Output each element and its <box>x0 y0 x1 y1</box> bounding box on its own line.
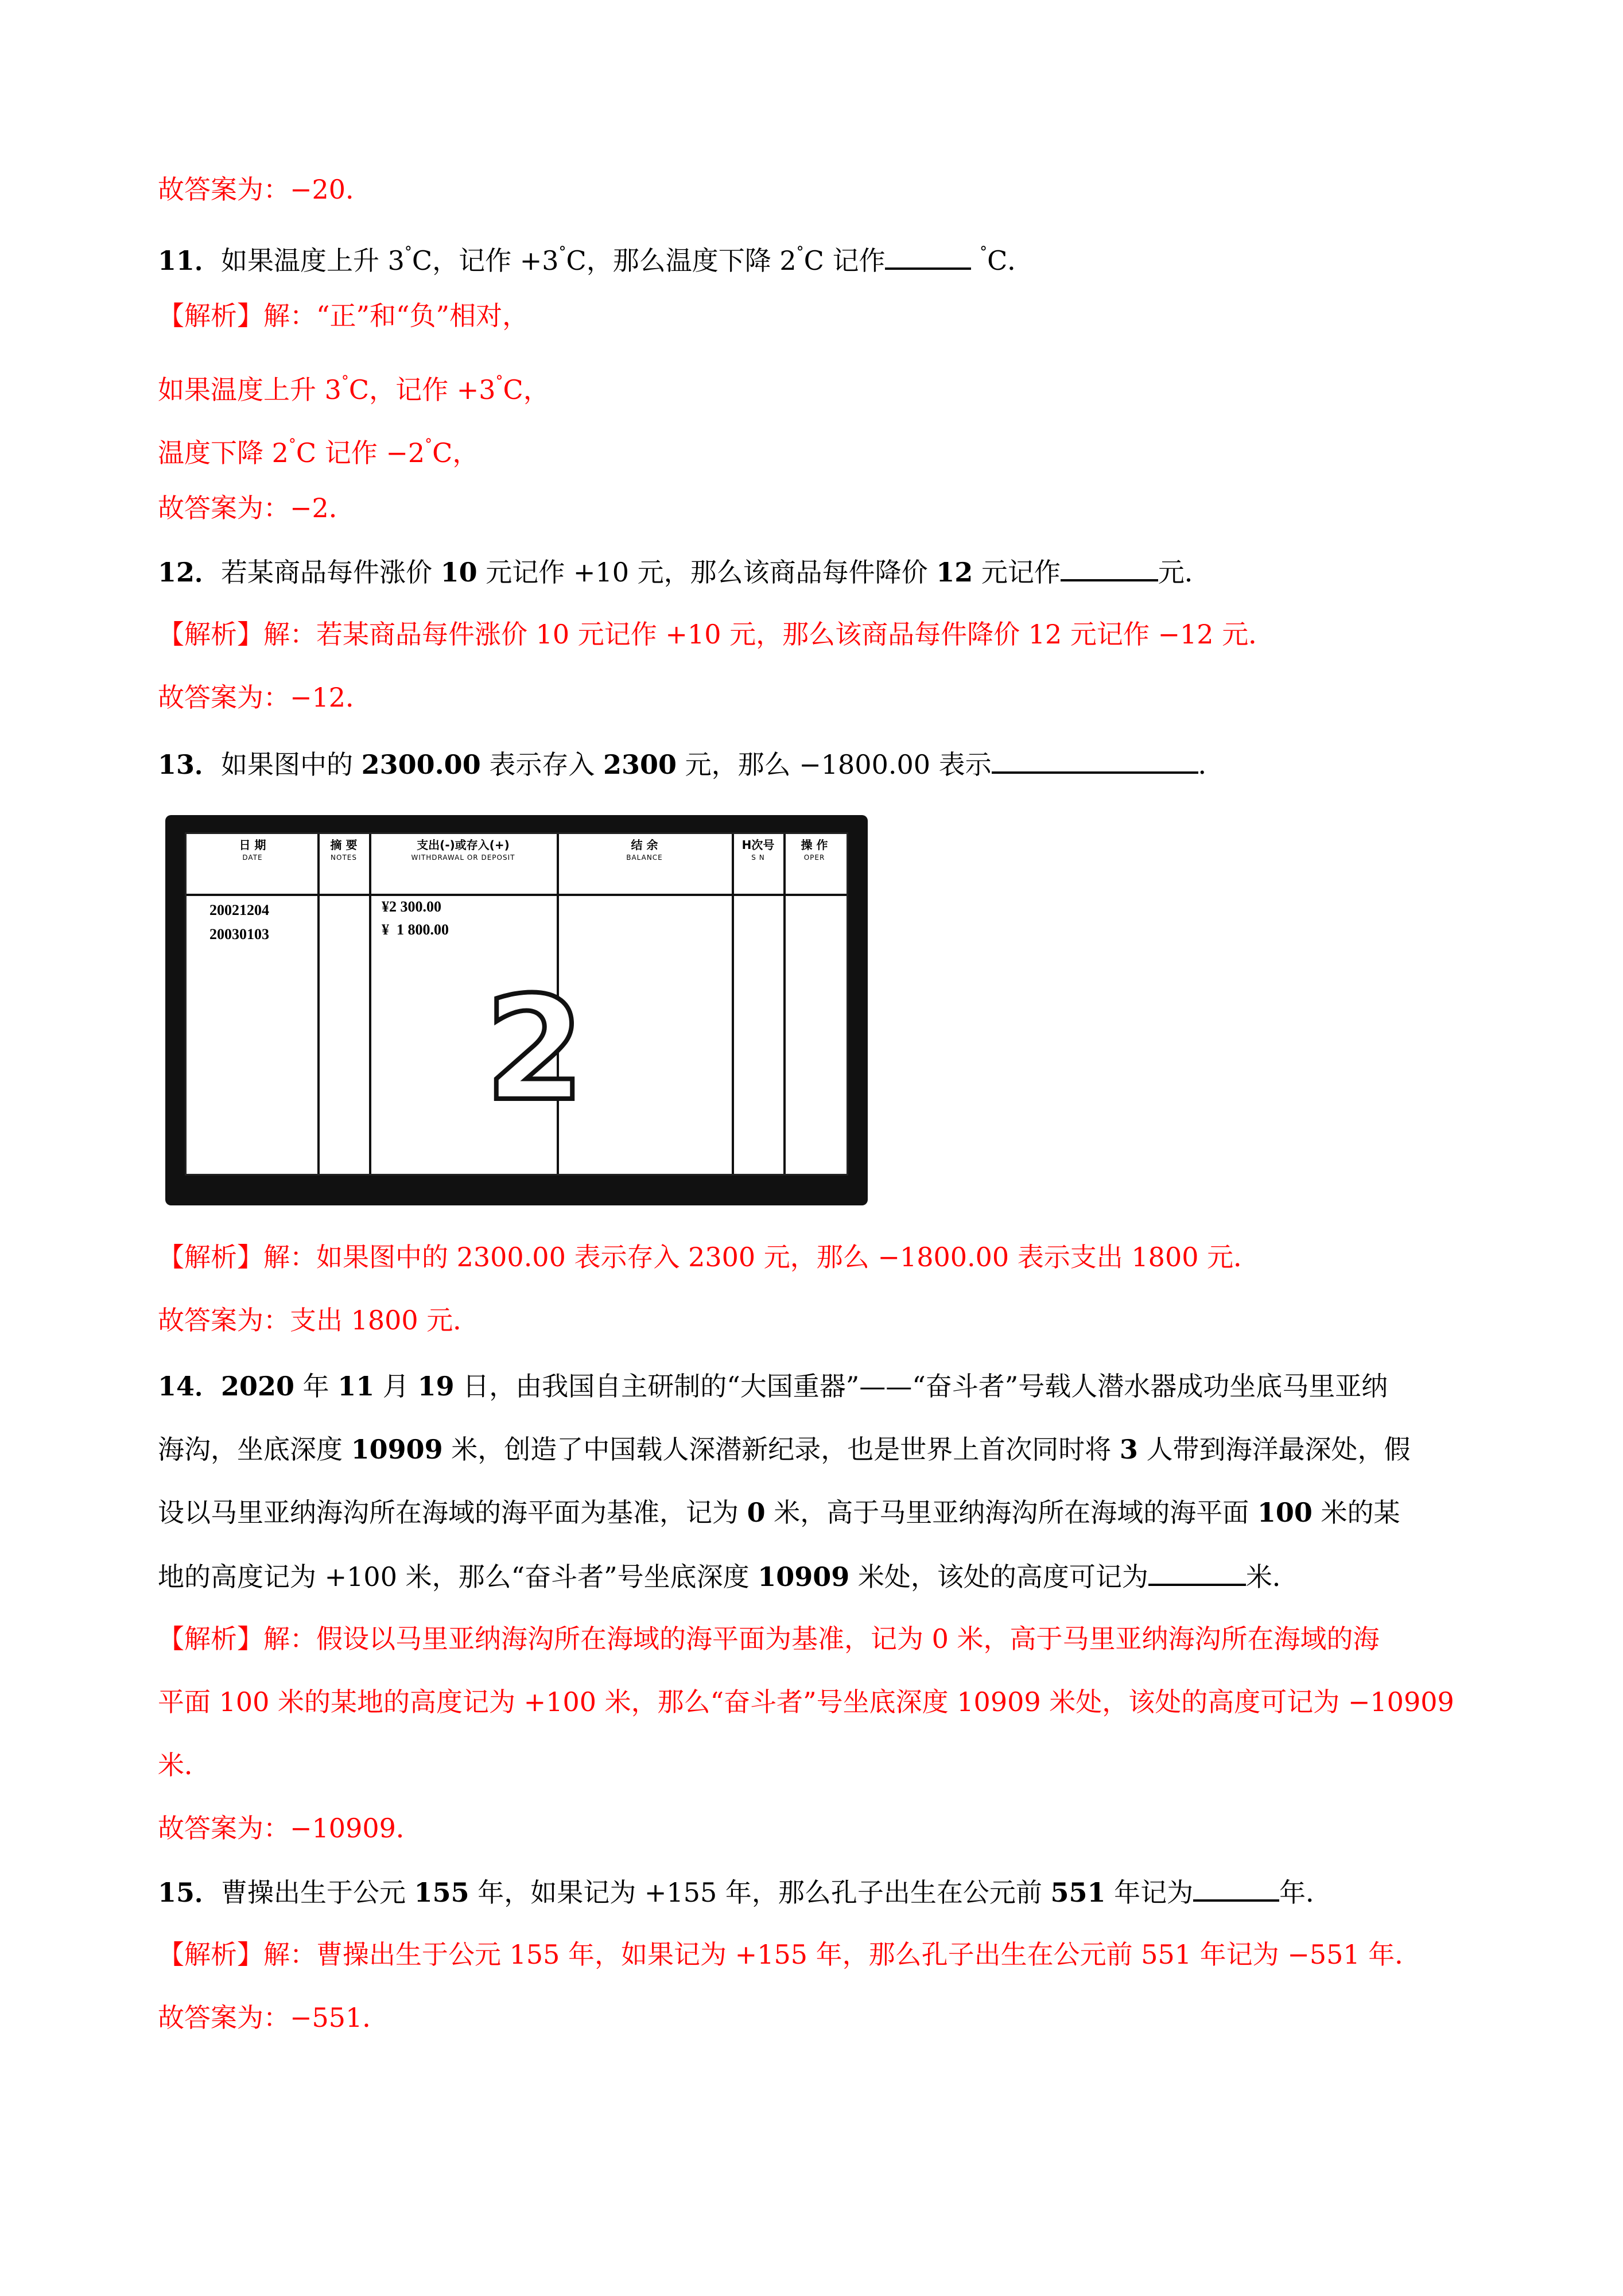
analysis-text: 解：若某商品每件涨价 10 元记作 +10 元，那么该商品每件降价 12 元记作 −12 元． <box>263 619 1275 650</box>
q-number: 12 <box>936 557 973 588</box>
q-text: 年 <box>294 1371 338 1402</box>
analysis-text: 米． <box>158 1750 211 1781</box>
analysis-tag: 【解析】 <box>158 619 263 650</box>
column-divider <box>783 834 786 1174</box>
question-number: 14． <box>158 1371 222 1402</box>
answer-blank <box>1148 1558 1246 1586</box>
q-text: 米处，该处的高度可记为 <box>849 1561 1148 1592</box>
edge-tick <box>849 943 866 945</box>
edge-tick <box>849 1081 866 1083</box>
header-en: OPER <box>803 854 825 862</box>
degree-sign: ° <box>495 373 503 390</box>
q13-question <box>158 746 1480 782</box>
passbook-table <box>185 832 848 1176</box>
header-date <box>192 839 313 864</box>
q-text: 元记作 +10 元，那么该商品每件降价 <box>477 557 937 588</box>
answer-label: 故答案为： <box>158 492 290 523</box>
q11-analysis-line2 <box>158 364 1480 407</box>
q-text: 元． <box>1158 557 1211 588</box>
edge-tick <box>849 1115 866 1117</box>
question-number: 13． <box>158 749 222 780</box>
q13-answer <box>158 1303 1480 1337</box>
analysis-text: C， <box>432 437 479 468</box>
answer-tail: ． <box>345 174 372 205</box>
q-text: 米，高于马里亚纳海沟所在海域的海平面 <box>765 1497 1257 1528</box>
answer-label: 故答案为： <box>158 682 290 713</box>
analysis-text: 解：曹操出生于公元 155 年，如果记为 +155 年，那么孔子出生在公元前 551 年记为 −551 年． <box>263 1939 1422 1970</box>
header-cn: 摘 要 <box>330 838 358 852</box>
q14-question-line3 <box>158 1495 1480 1530</box>
header-balance <box>560 839 729 864</box>
q11-answer <box>158 491 1480 525</box>
row-date: 20030103 <box>209 926 269 943</box>
answer-value: −551 <box>290 2002 363 2033</box>
q-number: 551 <box>1050 1877 1106 1908</box>
q-text: C，那么温度下降 2 <box>566 245 797 276</box>
header-cn: 操 作 <box>801 838 828 852</box>
question-number: 15． <box>158 1877 222 1908</box>
degree-sign: ° <box>980 244 988 261</box>
q-number: 2020 <box>221 1371 295 1402</box>
q14-question-line2 <box>158 1432 1480 1467</box>
degree-sign: ° <box>341 373 349 390</box>
analysis-tag: 【解析】 <box>158 1939 263 1970</box>
q14-answer <box>158 1811 1480 1845</box>
edge-tick <box>849 909 866 910</box>
answer-label: 故答案为： <box>158 2002 290 2033</box>
q-number: 2300.00 <box>361 749 481 780</box>
column-divider <box>732 834 734 1174</box>
answer-blank <box>885 242 971 270</box>
q-number: 19 <box>417 1371 455 1402</box>
header-amount <box>371 839 555 864</box>
q-text: 米． <box>1245 1561 1299 1592</box>
degree-sign: ° <box>288 436 296 453</box>
bank-passbook-image <box>165 815 868 1205</box>
analysis-tag: 【解析】 <box>158 300 263 331</box>
answer-label: 故答案为： <box>158 1305 290 1336</box>
answer-label: 故答案为： <box>158 174 290 205</box>
q-number: 3 <box>1119 1434 1138 1465</box>
analysis-text: 温度下降 2 <box>158 437 289 468</box>
q14-analysis-line2 <box>158 1685 1480 1719</box>
q-number: 11 <box>337 1371 375 1402</box>
q-number: 0 <box>747 1497 766 1528</box>
answer-value: −12 <box>290 682 346 713</box>
answer-label: 故答案为： <box>158 1813 290 1844</box>
analysis-text: C， <box>503 374 550 405</box>
row-amount: ¥ 1 800.00 <box>382 921 449 938</box>
row-amount: ¥2 300.00 <box>382 898 441 915</box>
analysis-text: 解：如果图中的 2300.00 表示存入 2300 元，那么 −1800.00 表示支出 1800 元． <box>263 1242 1260 1273</box>
analysis-text: 解：“正”和“负”相对， <box>263 300 529 331</box>
header-en: BALANCE <box>626 854 663 862</box>
q-text: 如果温度上升 3 <box>221 245 405 276</box>
column-divider <box>317 834 320 1174</box>
answer-value: −2 <box>290 492 329 523</box>
q-text: 年． <box>1279 1877 1333 1908</box>
q14-analysis-line3 <box>158 1748 1480 1782</box>
q-text: 海沟，坐底深度 <box>158 1434 351 1465</box>
answer-blank <box>1193 1874 1279 1902</box>
degree-sign: ° <box>425 436 433 453</box>
edge-tick <box>849 1012 866 1014</box>
header-divider <box>187 894 847 896</box>
header-en: S N <box>751 854 765 862</box>
column-divider <box>369 834 371 1174</box>
q14-question-line4 <box>158 1558 1480 1594</box>
q-number: 100 <box>1257 1497 1313 1528</box>
header-en: WITHDRAWAL OR DEPOSIT <box>411 854 515 862</box>
q-text: 曹操出生于公元 <box>221 1877 414 1908</box>
q10-answer <box>158 172 1480 207</box>
question-number: 11． <box>158 245 222 276</box>
page-number-figure: 2 <box>485 965 585 1133</box>
degree-sign: ° <box>796 244 804 261</box>
q-text: 若某商品每件涨价 <box>221 557 441 588</box>
answer-tail: ． <box>362 2002 389 2033</box>
answer-tail: ． <box>395 1813 422 1844</box>
q15-analysis <box>158 1937 1480 1972</box>
q-text: 地的高度记为 +100 米，那么“奋斗者”号坐底深度 <box>158 1561 758 1592</box>
q-text: 日，由我国自主研制的“大国重器”——“奋斗者”号载人潜水器成功坐底马里亚纳 <box>454 1371 1388 1402</box>
q-text: 年，如果记为 +155 年，那么孔子出生在公元前 <box>469 1877 1051 1908</box>
q-text: C． <box>987 245 1034 276</box>
q-number: 155 <box>414 1877 469 1908</box>
analysis-text: C，记作 +3 <box>348 374 496 405</box>
q11-question <box>158 235 1480 278</box>
q-text: C 记作 <box>803 245 886 276</box>
answer-value: −20 <box>290 174 346 205</box>
q12-question <box>158 554 1480 589</box>
q-number: 2300 <box>603 749 677 780</box>
answer-blank <box>992 746 1198 774</box>
header-en: DATE <box>242 854 263 862</box>
degree-sign: ° <box>558 244 566 261</box>
header-cn: H次号 <box>741 838 775 852</box>
analysis-tag: 【解析】 <box>158 1242 263 1273</box>
q12-answer <box>158 680 1480 715</box>
header-cn: 结 余 <box>631 838 658 852</box>
answer-value: −10909 <box>290 1813 396 1844</box>
header-notes <box>320 839 368 864</box>
q-text: 元，那么 −1800.00 表示 <box>676 749 992 780</box>
header-cn: 支出(-)或存入(+) <box>417 838 510 852</box>
analysis-text: C 记作 −2 <box>296 437 425 468</box>
question-number: 12． <box>158 557 222 588</box>
q14-analysis-line1 <box>158 1622 1480 1656</box>
q-text: 表示存入 <box>480 749 603 780</box>
q12-analysis <box>158 617 1480 651</box>
header-en: NOTES <box>331 854 357 862</box>
header-operator <box>786 839 843 864</box>
q-text: 如果图中的 <box>221 749 362 780</box>
analysis-text: 平面 100 米的某地的高度记为 +100 米，那么“奋斗者”号坐底深度 10909 米处，该处的高度可记为 −10909 <box>158 1686 1454 1717</box>
q-text: 人带到海洋最深处，假 <box>1137 1434 1411 1465</box>
answer-blank <box>1061 554 1158 581</box>
q11-analysis-line3 <box>158 428 1480 470</box>
row-date: 20021204 <box>209 902 269 918</box>
q-number: 10 <box>440 557 477 588</box>
analysis-text: 解：假设以马里亚纳海沟所在海域的海平面为基准，记为 0 米，高于马里亚纳海沟所在海域的海 <box>263 1623 1380 1654</box>
edge-tick <box>849 1150 866 1151</box>
answer-tail: ． <box>345 682 372 713</box>
degree-sign: ° <box>404 244 412 261</box>
answer-value: 支出 1800 元． <box>290 1305 480 1336</box>
q-text: 米的某 <box>1312 1497 1400 1528</box>
q-text: ． <box>1198 749 1225 780</box>
q-text: C，记作 +3 <box>411 245 559 276</box>
q-number: 10909 <box>758 1561 850 1592</box>
header-serial <box>734 839 782 864</box>
q-text: 设以马里亚纳海沟所在海域的海平面为基准，记为 <box>158 1497 747 1528</box>
q-text: 米，创造了中国载人深潜新纪录，也是世界上首次同时将 <box>442 1434 1120 1465</box>
q-text: 月 <box>374 1371 418 1402</box>
header-cn: 日 期 <box>239 838 266 852</box>
analysis-text: 如果温度上升 3 <box>158 374 341 405</box>
edge-tick <box>849 978 866 979</box>
q-text: 年记为 <box>1105 1877 1194 1908</box>
analysis-tag: 【解析】 <box>158 1623 263 1654</box>
answer-tail: ． <box>328 492 355 523</box>
q-text: 元记作 <box>973 557 1061 588</box>
q11-analysis-line1 <box>158 298 1480 333</box>
q-number: 10909 <box>351 1434 443 1465</box>
q15-answer <box>158 2000 1480 2035</box>
q14-question-line1 <box>158 1369 1480 1403</box>
q15-question <box>158 1874 1480 1910</box>
q13-analysis <box>158 1240 1480 1274</box>
edge-tick <box>849 1046 866 1048</box>
